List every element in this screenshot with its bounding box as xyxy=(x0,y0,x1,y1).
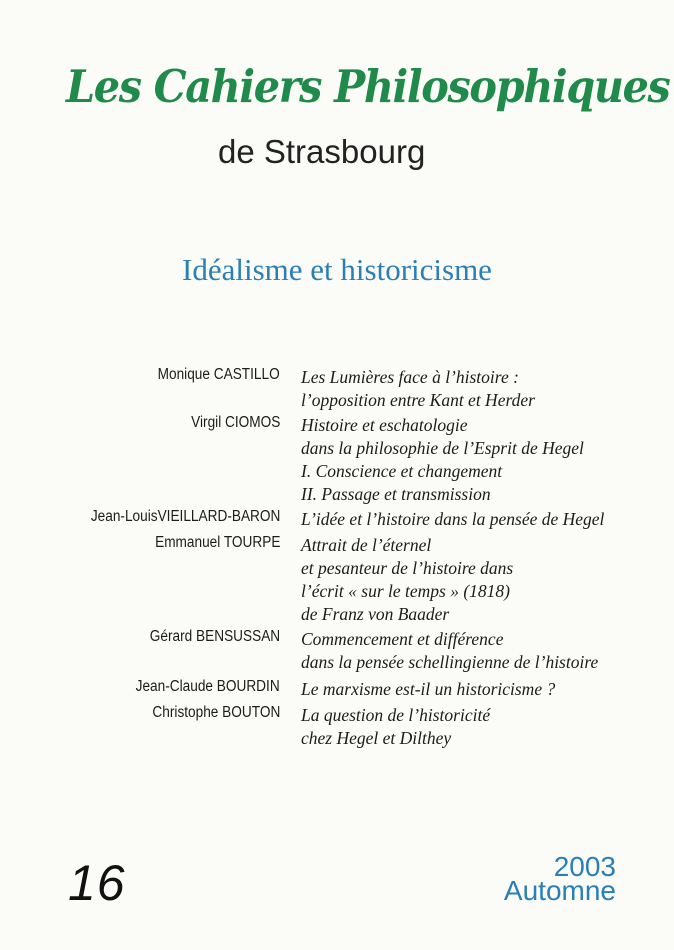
article-title-line: II. Passage et transmission xyxy=(301,484,491,504)
article-title-line: Histoire et eschatologie xyxy=(301,415,468,435)
article-title xyxy=(301,704,490,750)
article-title-line: l’écrit « sur le temps » (1818) xyxy=(301,581,510,601)
article-title-line: Commencement et différence xyxy=(301,629,504,649)
article-title-line: I. Conscience et changement xyxy=(301,461,503,481)
article-title-line: chez Hegel et Dilthey xyxy=(301,728,452,748)
author-name: Christophe BOUTON xyxy=(152,704,280,721)
article-title xyxy=(301,678,555,701)
author-name: Emmanuel TOURPE xyxy=(154,534,280,551)
article-title-line: l’opposition entre Kant et Herder xyxy=(301,390,535,410)
author-name: Monique CASTILLO xyxy=(157,366,280,383)
article-title xyxy=(301,414,584,506)
article-title-line: dans la pensée schellingienne de l’histoire xyxy=(301,652,599,672)
journal-subtitle: de Strasbourg xyxy=(218,133,426,170)
article-title-line: Les Lumières face à l’histoire : xyxy=(301,367,519,387)
article-title-line: et pesanteur de l’histoire dans xyxy=(301,558,514,578)
author-name: Gérard BENSUSSAN xyxy=(149,628,280,645)
issue-season: Automne xyxy=(503,875,616,906)
article-title-line: La question de l’historicité xyxy=(301,705,491,725)
article-title-line: dans la philosophie de l’Esprit de Hegel xyxy=(301,438,584,458)
author-name: Virgil CIOMOS xyxy=(190,414,280,431)
issue-title: Idéalisme et historicisme xyxy=(182,252,492,287)
issue-year: 2003 xyxy=(553,851,616,882)
journal-title: Les Cahiers Philosophiques xyxy=(66,60,670,113)
article-title-line: Attrait de l’éternel xyxy=(301,535,432,555)
author-name: Jean-LouisVIEILLARD-BARON xyxy=(90,508,280,525)
issue-number: 16 xyxy=(68,855,126,911)
article-title xyxy=(301,366,535,412)
article-title-line: Le marxisme est-il un historicisme ? xyxy=(301,679,556,699)
article-title xyxy=(301,534,513,626)
article-title xyxy=(301,628,598,674)
article-title-line: de Franz von Baader xyxy=(301,604,450,624)
article-title xyxy=(301,508,604,531)
author-name: Jean-Claude BOURDIN xyxy=(135,678,280,695)
article-title-line: L’idée et l’histoire dans la pensée de Hegel xyxy=(301,509,605,529)
